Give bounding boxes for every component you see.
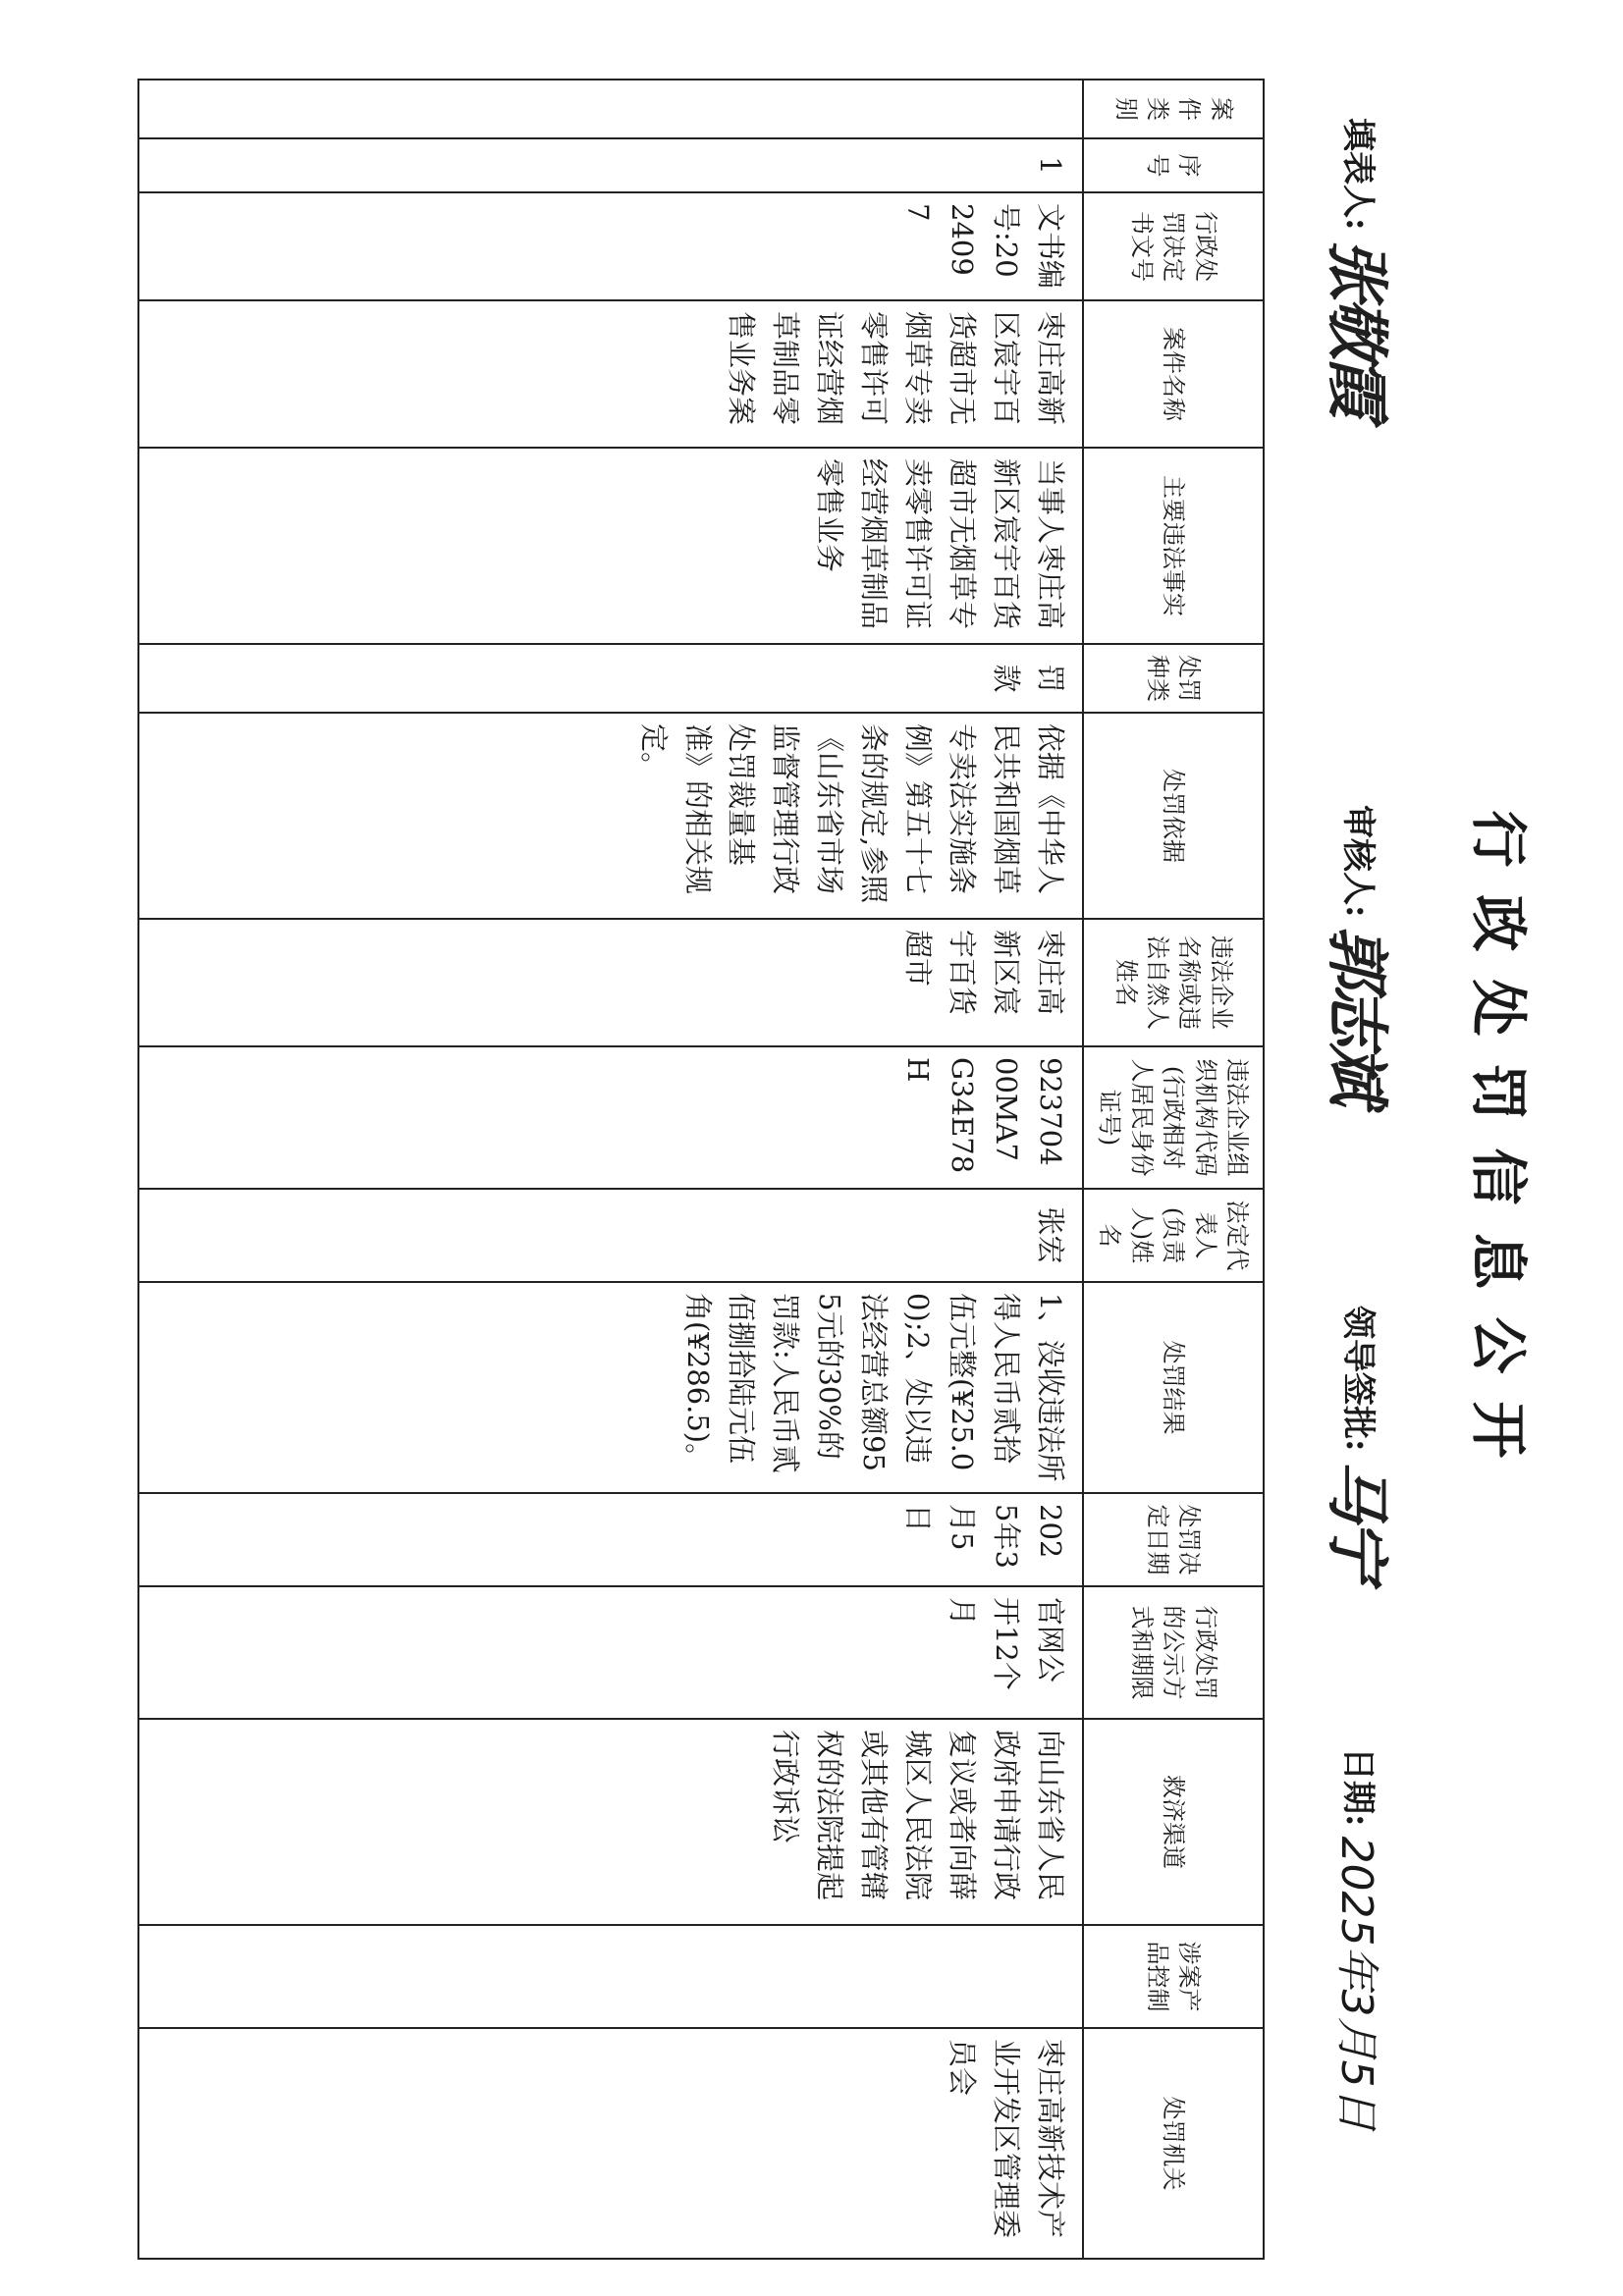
leader-signature: 马宁 [1320, 1459, 1392, 1577]
header-cell: 行政处罚的公示方式和期限 [1083, 1586, 1264, 1719]
header-cell: 案件名称 [1083, 300, 1264, 448]
header-cell: 违法企业组织机构代码(行政相对人居民身份证号) [1083, 1046, 1264, 1189]
header-cell: 处罚种类 [1083, 644, 1264, 713]
remedy-cell: 向山东省人民政府申请行政复议或者向薛城区人民法院或其他有管辖权的法院提起行政诉讼 [138, 1719, 1083, 1925]
publicity-cell: 官网公开12个月 [138, 1586, 1083, 1719]
penalty-type-cell: 罚款 [138, 644, 1083, 713]
leader-label: 领导签批: [1338, 1306, 1378, 1452]
authority-cell: 枣庄高新技术产业开发区管理委员会 [138, 2028, 1083, 2259]
category-cell [138, 80, 1083, 138]
date-label: 日期: [1338, 1747, 1378, 1827]
decision-date-cell: 2025年3月5日 [138, 1493, 1083, 1586]
page-title: 行政处罚信息公开 [1465, 810, 1532, 1486]
header-cell: 涉案产品控制 [1083, 1925, 1264, 2028]
reviewer-label: 审核人: [1338, 805, 1378, 918]
facts-cell: 当事人枣庄高新区宸宇百货超市无烟草专卖零售许可证经营烟草制品零售业务 [138, 448, 1083, 644]
legal-rep-cell: 张宏 [138, 1189, 1083, 1282]
case-name-cell: 枣庄高新区宸宇百货超市无烟草专卖零售许可证经营烟草制品零售业务案 [138, 300, 1083, 448]
serial-cell: 1 [138, 138, 1083, 192]
header-cell: 案件类别 [1083, 80, 1264, 138]
reviewer-signature: 郭志斌 [1320, 925, 1392, 1102]
header-cell: 处罚依据 [1083, 713, 1264, 919]
product-control-cell [138, 1925, 1083, 2028]
reviewer-field [1320, 805, 1392, 1102]
header-cell: 处罚机关 [1083, 2028, 1264, 2259]
penalty-table [137, 79, 1265, 2260]
date-field [1328, 1747, 1387, 2131]
filler-label: 填表人: [1338, 118, 1378, 231]
date-value: 2025年3月5日 [1331, 1836, 1381, 2131]
header-cell: 处罚决定日期 [1083, 1493, 1264, 1586]
header-cell: 行政处罚决定书文号 [1083, 192, 1264, 300]
org-code-cell: 92370400MA7G34E78H [138, 1046, 1083, 1189]
doc-number-cell: 文书编号:2024097 [138, 192, 1083, 300]
header-cell: 法定代表人(负责人)姓名 [1083, 1189, 1264, 1282]
leader-field [1320, 1306, 1392, 1577]
header-cell: 救济渠道 [1083, 1719, 1264, 1925]
party-name-cell: 枣庄高新区宸宇百货超市 [138, 919, 1083, 1046]
filler-signature: 张敬霞 [1320, 238, 1392, 415]
header-cell: 处罚结果 [1083, 1282, 1264, 1493]
filler-field [1320, 118, 1392, 415]
header-row [1083, 80, 1264, 2259]
result-cell: 1、没收违法所得人民币贰拾伍元整(¥25.00);2、处以违法经营总额955元的30%的罚款:人民币贰佰捌拾陆元伍角(¥286.5)。 [138, 1282, 1083, 1493]
basis-cell: 依据《中华人民共和国烟草专卖法实施条例》第五十七条的规定,参照《山东省市场监督管理行政处罚裁量基准》的相关规定。 [138, 713, 1083, 919]
header-cell: 违法企业名称或违法自然人姓名 [1083, 919, 1264, 1046]
header-cell: 序号 [1083, 138, 1264, 192]
table-row [138, 80, 1083, 2259]
header-cell: 主要违法事实 [1083, 448, 1264, 644]
